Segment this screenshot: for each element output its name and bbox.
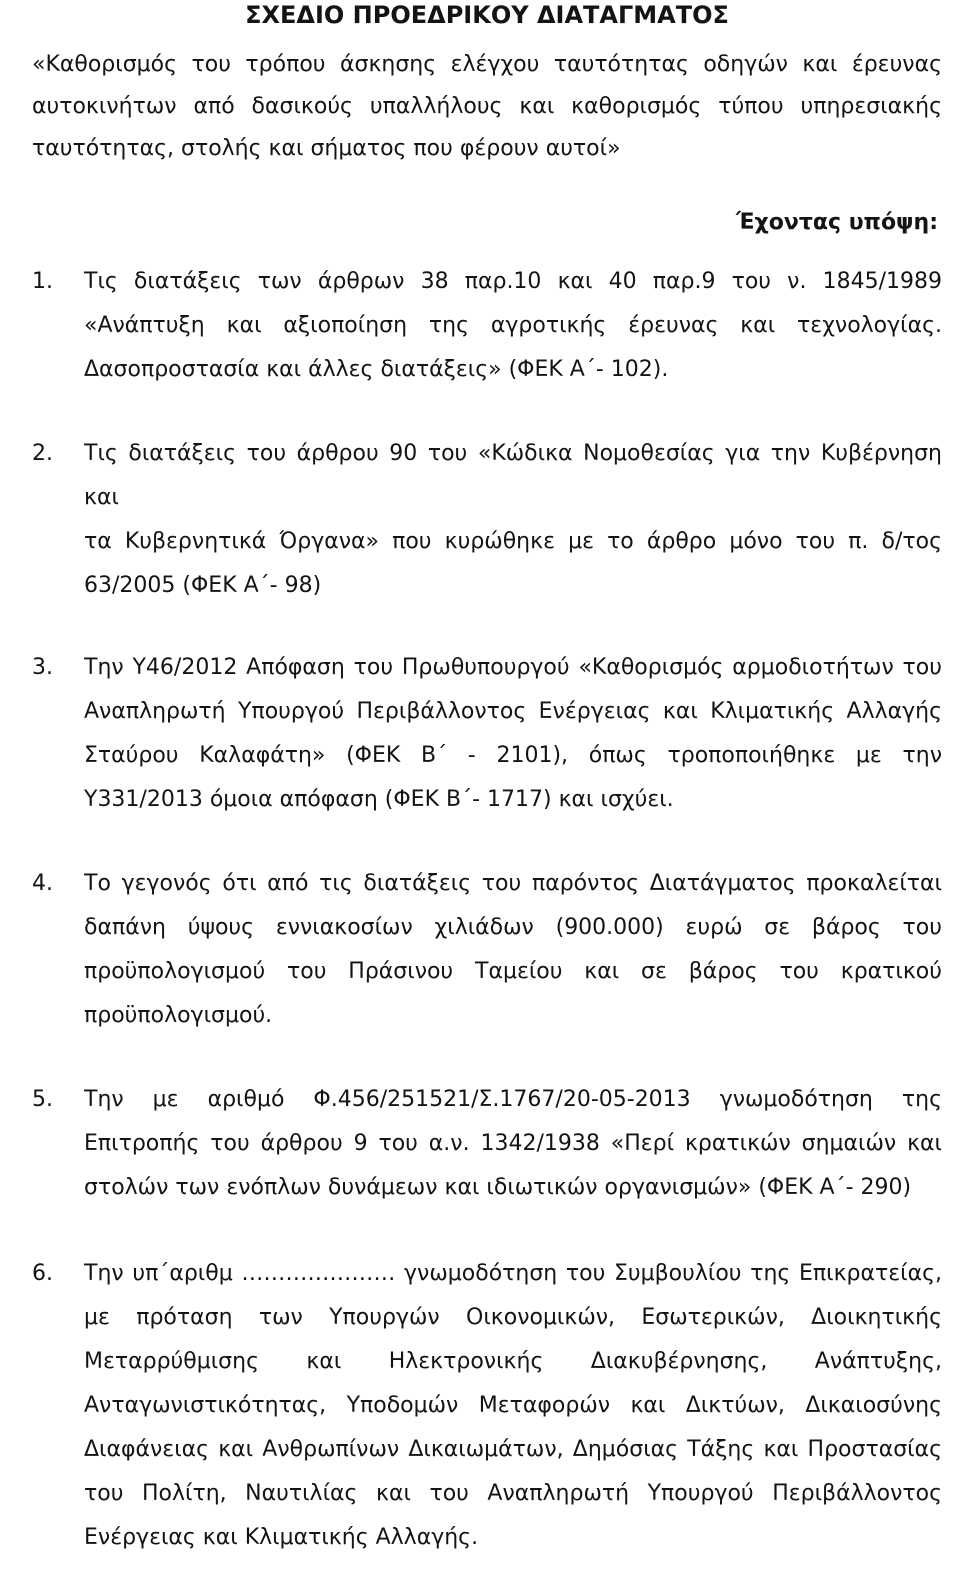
list-item	[32, 1078, 942, 1210]
list-item	[32, 862, 942, 1038]
item-line: Το γεγονός ότι από τις διατάξεις του παρόντος Διατάγματος προκαλείται	[84, 871, 942, 896]
item-line: Ενέργειας και Κλιματικής Αλλαγής.	[84, 1525, 479, 1550]
subject-line: αυτοκινήτων από δασικούς υπαλλήλους και καθορισμός τύπου υπηρεσιακής	[32, 94, 942, 119]
document-subject	[32, 44, 942, 170]
item-line: Μεταρρύθμισης και Ηλεκτρονικής Διακυβέρνησης, Ανάπτυξης,	[84, 1349, 942, 1374]
item-line: Την υπ΄αριθμ ………………… γνωμοδότηση του Συμβουλίου της Επικρατείας,	[84, 1261, 942, 1286]
item-number: 2.	[32, 441, 53, 466]
document-title: ΣΧΕΔΙΟ ΠΡΟΕΔΡΙΚΟΥ ΔΙΑΤΑΓΜΑΤΟΣ	[245, 1, 729, 29]
subject-line: «Καθορισμός του τρόπου άσκησης ελέγχου ταυτότητας οδηγών και έρευνας	[32, 52, 942, 77]
item-number: 1.	[32, 269, 53, 294]
item-line: Τις διατάξεις των άρθρων 38 παρ.10 και 40 παρ.9 του ν. 1845/1989	[84, 269, 942, 294]
item-text	[84, 862, 942, 1038]
considering-heading: Έχοντας υπόψη:	[735, 210, 938, 235]
item-line: προϋπολογισμού.	[84, 1003, 273, 1028]
item-line: Υ331/2013 όμοια απόφαση (ΦΕΚ Β΄- 1717) και ισχύει.	[84, 787, 674, 812]
considerations-list	[32, 260, 942, 1560]
item-line: Ανταγωνιστικότητας, Υποδομών Μεταφορών και Δικτύων, Δικαιοσύνης	[84, 1393, 942, 1418]
item-line: Την με αριθμό Φ.456/251521/Σ.1767/20-05-2013 γνωμοδότηση της	[84, 1087, 942, 1112]
item-line: Επιτροπής του άρθρου 9 του α.ν. 1342/1938 «Περί κρατικών σημαιών και	[84, 1131, 942, 1156]
list-item	[32, 432, 942, 608]
item-line: δαπάνη ύψους εννιακοσίων χιλιάδων (900.000) ευρώ σε βάρος του	[84, 915, 942, 940]
item-line: Διαφάνειας και Ανθρωπίνων Δικαιωμάτων, Δημόσιας Τάξης και Προστασίας	[84, 1437, 942, 1462]
item-number: 6.	[32, 1261, 53, 1286]
item-line: Την Υ46/2012 Απόφαση του Πρωθυπουργού «Καθορισμός αρμοδιοτήτων του	[84, 655, 942, 680]
item-text	[84, 260, 942, 392]
item-line: Δασοπροστασία και άλλες διατάξεις» (ΦΕΚ Α΄- 102).	[84, 357, 669, 382]
list-item	[32, 646, 942, 822]
item-text	[84, 1078, 942, 1210]
subject-line: ταυτότητας, στολής και σήματος που φέρουν αυτοί»	[32, 136, 621, 161]
item-line: Τις διατάξεις του άρθρου 90 του «Κώδικα Νομοθεσίας για την Κυβέρνηση και	[84, 441, 942, 510]
item-number: 3.	[32, 655, 53, 680]
item-line: του Πολίτη, Ναυτιλίας και του Αναπληρωτή Υπουργού Περιβάλλοντος	[84, 1481, 942, 1506]
item-line: με πρόταση των Υπουργών Οικονομικών, Εσωτερικών, Διοικητικής	[84, 1305, 942, 1330]
item-line: τα Κυβερνητικά Όργανα» που κυρώθηκε με το άρθρο μόνο του π. δ/τος	[84, 529, 942, 554]
document-page	[32, 0, 942, 1560]
item-line: στολών των ενόπλων δυνάμεων και ιδιωτικών οργανισμών» (ΦΕΚ Α΄- 290)	[84, 1175, 912, 1200]
item-number: 4.	[32, 871, 53, 896]
item-line: Σταύρου Καλαφάτη» (ΦΕΚ Β΄ - 2101), όπως τροποποιήθηκε με την	[84, 743, 942, 768]
list-item	[32, 1252, 942, 1560]
item-text	[84, 646, 942, 822]
item-number: 5.	[32, 1087, 53, 1112]
list-item	[32, 260, 942, 392]
item-line: «Ανάπτυξη και αξιοποίηση της αγροτικής έρευνας και τεχνολογίας.	[84, 313, 942, 338]
item-line: 63/2005 (ΦΕΚ Α΄- 98)	[84, 573, 322, 598]
item-text	[84, 1252, 942, 1560]
item-text	[84, 432, 942, 608]
item-line: Αναπληρωτή Υπουργού Περιβάλλοντος Ενέργειας και Κλιματικής Αλλαγής	[84, 699, 942, 724]
item-line: προϋπολογισμού του Πράσινου Ταμείου και σε βάρος του κρατικού	[84, 959, 942, 984]
